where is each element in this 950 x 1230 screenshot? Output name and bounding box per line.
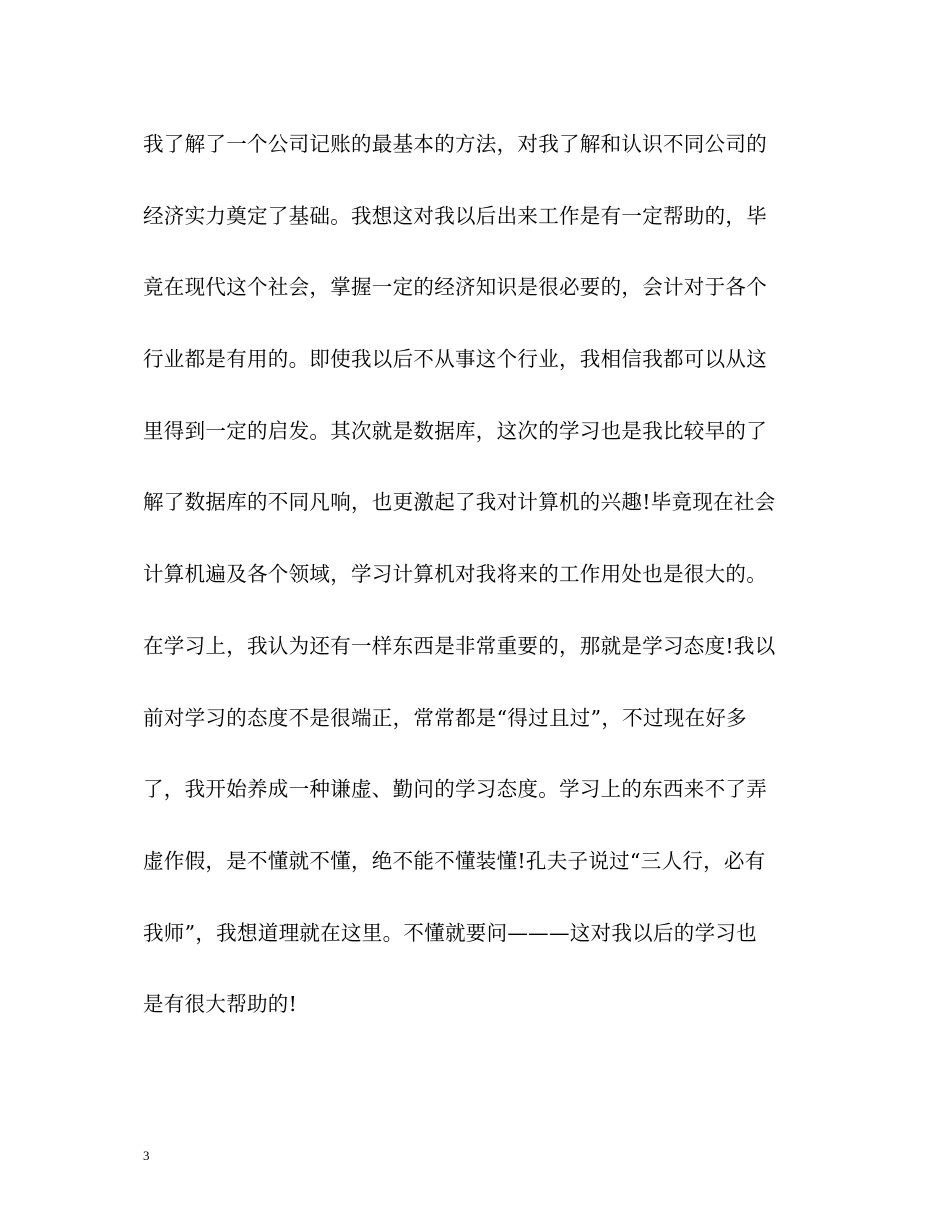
text-line: 解了数据库的不同凡响，也更激起了我对计算机的兴趣!毕竟现在社会 (143, 490, 776, 515)
body-text (143, 124, 823, 1056)
text-line: 里得到一定的启发。其次就是数据库，这次的学习也是我比较早的了 (143, 418, 767, 443)
text-line: 了，我开始养成一种谦虚、勤问的学习态度。学习上的东西来不了弄 (143, 777, 767, 802)
text-line: 竟在现代这个社会，掌握一定的经济知识是很必要的，会计对于各个 (143, 275, 767, 300)
page-number: 3 (143, 1148, 150, 1163)
text-line: 行业都是有用的。即使我以后不从事这个行业，我相信我都可以从这 (143, 347, 767, 372)
text-line: 我了解了一个公司记账的最基本的方法，对我了解和认识不同公司的 (143, 132, 767, 156)
text-line: 虚作假，是不懂就不懂，绝不能不懂装懂!孔夫子说过“三人行，必有 (143, 848, 766, 873)
text-line: 我师”，我想道理就在这里。不懂就要问———这对我以后的学习也 (143, 920, 757, 945)
text-line: 计算机遍及各个领域，学习计算机对我将来的工作用处也是很大的。 (143, 562, 767, 587)
text-line: 是有很大帮助的! (143, 992, 298, 1017)
text-line: 在学习上，我认为还有一样东西是非常重要的，那就是学习态度!我以 (143, 633, 776, 658)
text-line: 经济实力奠定了基础。我想这对我以后出来工作是有一定帮助的，毕 (143, 203, 767, 228)
text-line: 前对学习的态度不是很端正，常常都是“得过且过”，不过现在好多 (143, 705, 747, 730)
